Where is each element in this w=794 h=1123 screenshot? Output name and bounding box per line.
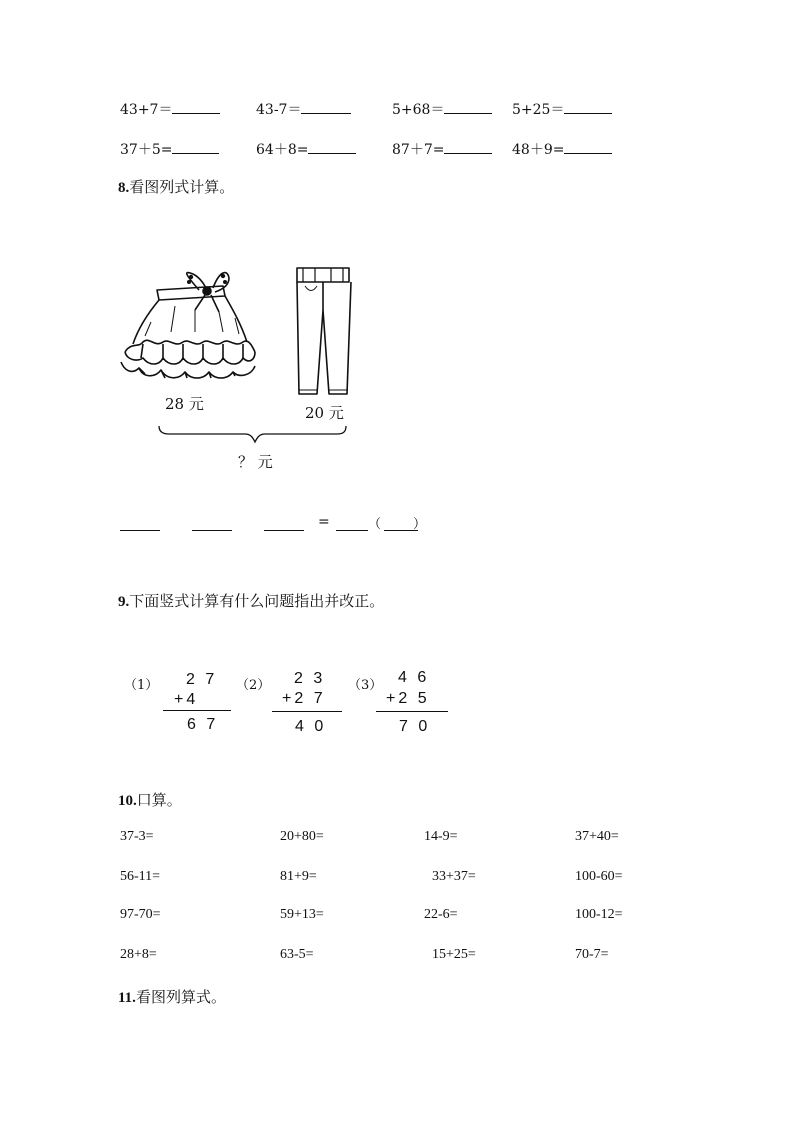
answer-blank[interactable] [336,516,368,531]
answer-blank[interactable] [192,516,232,531]
oral-item: 14-9= [424,829,458,844]
oral-item: 81+9= [280,869,317,884]
equation: 64＋8= [256,139,356,159]
paren-open: （ [368,517,382,532]
answer-blank[interactable] [308,139,356,154]
oral-item: 100-60= [575,869,623,884]
equation: 5+68＝ [392,99,492,119]
equals-sign: = [318,514,330,530]
oral-item: 63-5= [280,947,314,962]
equation: 37＋5= [120,139,219,159]
answer-blank[interactable] [301,99,351,114]
answer-blank[interactable] [564,99,612,114]
oral-item: 28+8= [120,947,157,962]
addend-bottom: +2 7 [282,690,326,707]
oral-item: 70-7= [575,947,609,962]
oral-item: 97-70= [120,907,161,922]
pants-image [297,268,351,394]
answer-blank[interactable] [120,516,160,531]
answer-blank[interactable] [444,99,492,114]
answer-blank[interactable] [564,139,612,154]
sum-line [163,710,231,711]
sum-line [376,711,448,712]
oral-item: 15+25= [432,947,476,962]
oral-item: 59+13= [280,907,324,922]
total-price-label: ？ 元 [238,453,273,471]
equation: 48＋9= [512,139,612,159]
addend-top: 2 7 [186,671,218,688]
equation: 5+25＝ [512,99,612,119]
paren-close: ） [413,517,427,532]
answer-blank[interactable] [264,516,304,531]
addend-top: 2 3 [294,670,326,687]
question-9-title: 9.下面竖式计算有什么问题指出并改正。 [118,592,385,610]
oral-item: 37+40= [575,829,619,844]
oral-item: 22-6= [424,907,458,922]
total-brace [159,426,346,442]
wrong-result: 7 0 [399,718,431,735]
wrong-result: 4 0 [295,718,327,735]
problem-label: （1） [124,678,159,693]
problem-label: （2） [236,678,271,693]
equation: 43+7＝ [120,99,220,119]
answer-blank[interactable] [172,139,219,154]
skirt-image [121,273,255,378]
addend-top: 4 6 [398,669,430,686]
oral-item: 56-11= [120,869,161,884]
q8-illustration [115,262,365,477]
oral-item: 37-3= [120,829,154,844]
answer-blank[interactable] [172,99,220,114]
oral-item: 100-12= [575,907,623,922]
addend-bottom: +2 5 [386,690,430,707]
pants-price: 20 元 [305,404,344,422]
question-8-title: 8.看图列式计算。 [118,178,235,196]
skirt-price: 28 元 [165,395,204,413]
equation: 87＋7= [392,139,492,159]
answer-blank[interactable] [444,139,492,154]
question-10-title: 10.口算。 [118,791,182,809]
question-11-title: 11.看图列算式。 [118,988,226,1006]
oral-item: 20+80= [280,829,324,844]
sum-line [272,711,342,712]
oral-item: 33+37= [432,869,476,884]
addend-bottom: +4 [174,691,199,708]
wrong-result: 6 7 [187,716,219,733]
problem-label: （3） [348,678,383,693]
equation: 43-7＝ [256,99,351,119]
